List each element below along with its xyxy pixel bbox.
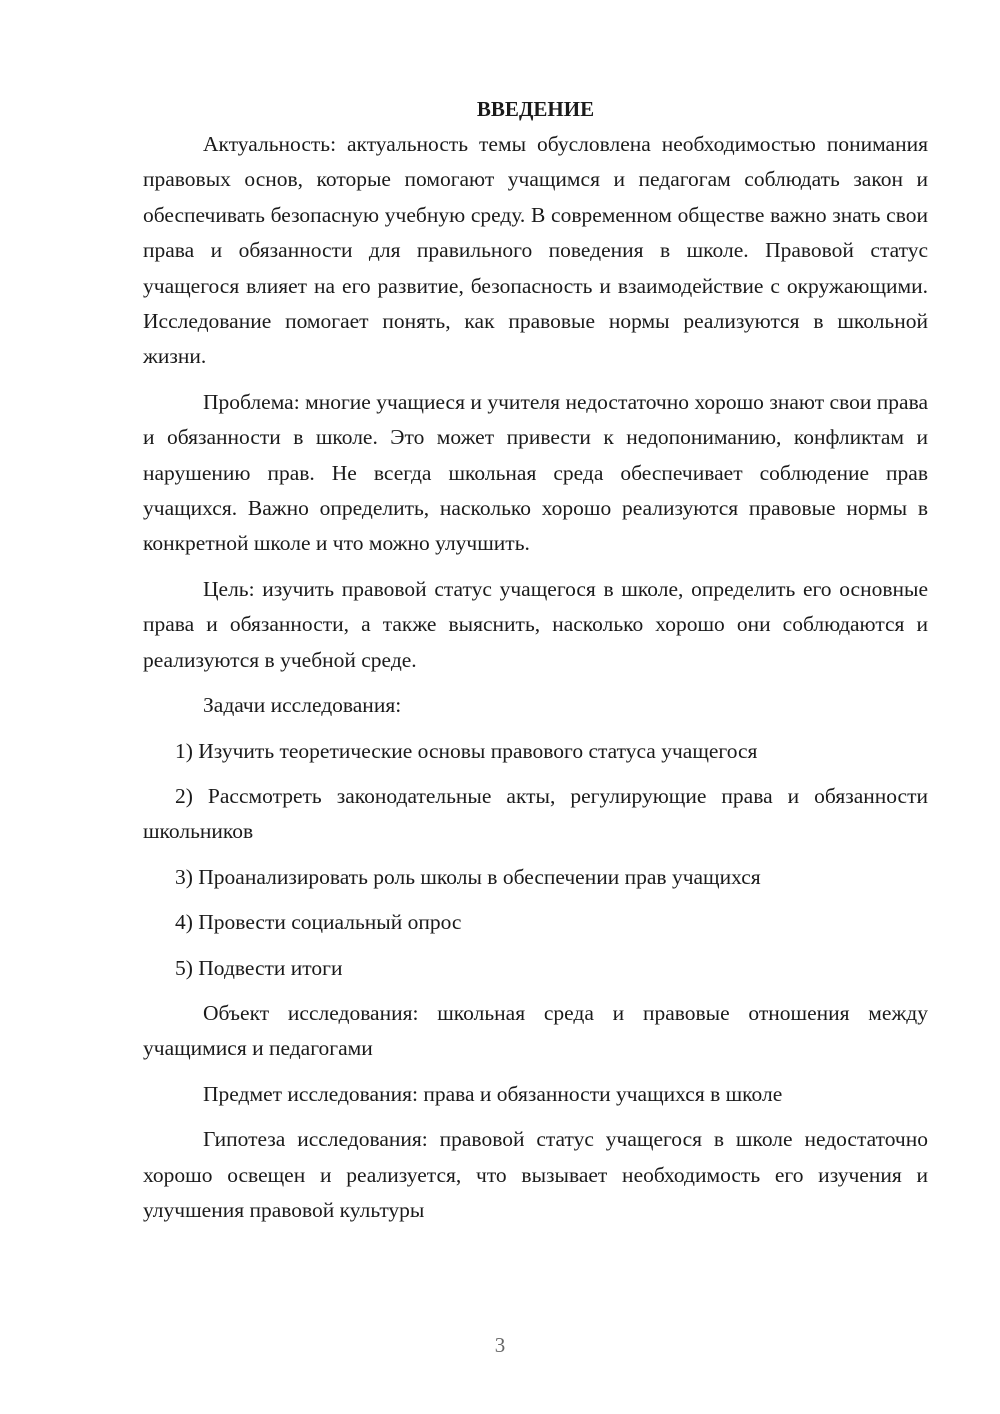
paragraph-object: Объект исследования: школьная среда и правовые отношения между учащимися и педагогами	[143, 1000, 928, 1061]
page-number: 3	[494, 1333, 506, 1357]
section-title: ВВЕДЕНИЕ	[476, 97, 595, 121]
task-item-2: 2) Рассмотреть законодательные акты, регулирующие права и обязанности школьников	[143, 783, 928, 844]
task-item-4: 4) Провести социальный опрос	[175, 910, 462, 935]
document-page	[143, 92, 928, 1228]
paragraph-relevance: Актуальность: актуальность темы обусловлена необходимостью понимания правовых основ, которые помогают учащимся и педагогам соблюдать закон и обеспечивать безопасную учебную среду. В современном обществе важно знать свои права и обязанности для правильного поведения в школе. Правовой статус учащегося влияет на его развитие, безопасность и взаимодействие с окружающими. Исследование помогает понять, как правовые нормы реализуются в школьной жизни.	[143, 132, 928, 369]
paragraph-problem: Проблема: многие учащиеся и учителя недостаточно хорошо знают свои права и обязанности в школе. Это может привести к недопониманию, конфликтам и нарушению прав. Не всегда школьная среда обеспечивает соблюдение прав учащихся. Важно определить, насколько хорошо реализуются правовые нормы в конкретной школе и что можно улучшить.	[143, 389, 928, 556]
tasks-list	[143, 734, 928, 986]
paragraph-subject: Предмет исследования: права и обязанности учащихся в школе	[203, 1081, 783, 1106]
tasks-heading: Задачи исследования:	[203, 693, 402, 718]
paragraph-goal: Цель: изучить правовой статус учащегося в школе, определить его основные права и обязанности, а также выяснить, насколько хорошо они соблюдаются и реализуются в учебной среде.	[143, 576, 928, 672]
task-item-3: 3) Проанализировать роль школы в обеспечении прав учащихся	[175, 864, 761, 889]
paragraph-hypothesis: Гипотеза исследования: правовой статус учащегося в школе недостаточно хорошо освещен и реализуется, что вызывает необходимость его изучения и улучшения правовой культуры	[143, 1127, 928, 1222]
task-item-5: 5) Подвести итоги	[175, 955, 343, 980]
task-item-1: 1) Изучить теоретические основы правового статуса учащегося	[175, 738, 758, 763]
